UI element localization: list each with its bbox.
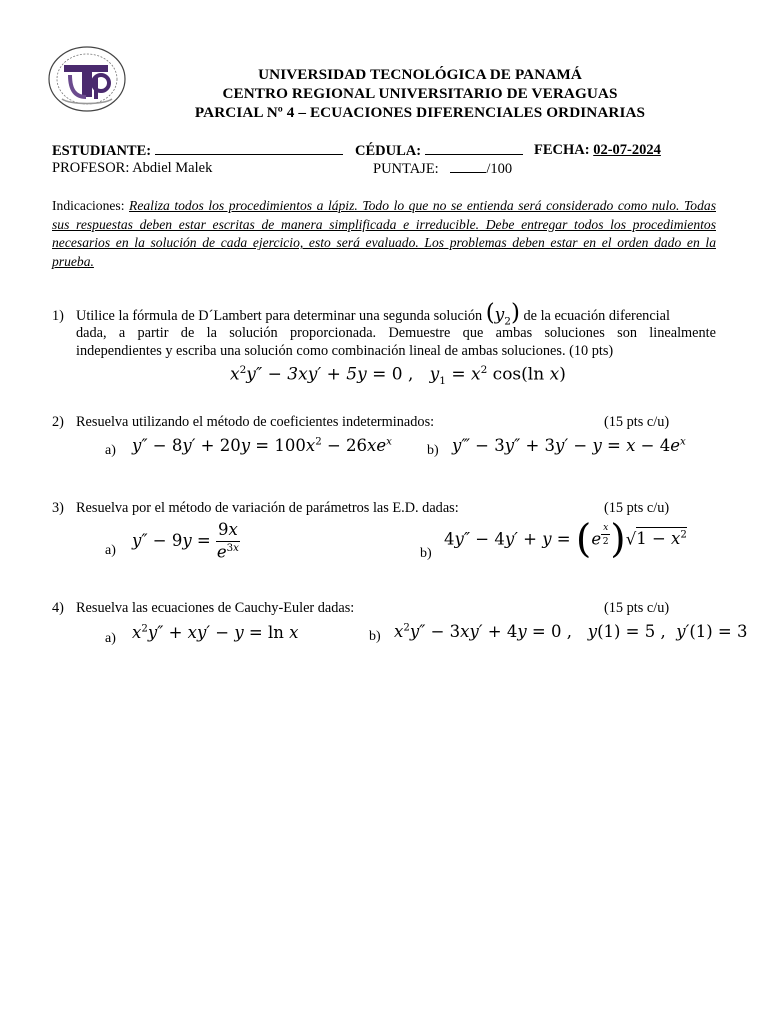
question-3 — [52, 500, 459, 517]
cedula-label: CÉDULA: — [355, 143, 422, 159]
question-3a-equation: y″ − 9y = $\frac{9x}{e^{3x}}$ — [132, 520, 239, 561]
question-4a-equation: $x^2y'' + xy' - y = \ln x$ — [132, 623, 299, 642]
question-2b-equation: y‴ − $3y'' + 3y' - y = x - 4e^x$ — [452, 436, 686, 455]
score-max: /100 — [486, 161, 513, 177]
question-2a-label: a) — [105, 443, 116, 458]
question-4b-equation: $x^2y'' - 3xy' + 4y = 0$ , y(1) = 5 , y′(1) = 3 — [394, 622, 748, 641]
instructions — [52, 197, 716, 271]
instructions-text: Realiza todos los procedimientos a lápiz. Todo lo que no se entienda será considerado como nulo. Todas sus respuestas deben estar escritas de manera simplificada e irreducible. Debe entregar todos los procedimientos necesarios en la solución de cada ejercicio, esto será evaluado. Los problemas deben estar en el orden dado en la prueba. — [52, 198, 716, 269]
cedula-row — [355, 142, 523, 160]
date-label: FECHA: — [534, 142, 590, 158]
score-blank[interactable] — [450, 160, 486, 173]
professor-row — [52, 160, 212, 177]
question-1-line-3: independientes y escriba una solución como combinación lineal de ambas soluciones. (10 pts) — [76, 343, 614, 359]
question-3b-equation: 4y″ − 4y′ + y = (e $^{\frac{x}{2}}$ )$√1 - x^2$ — [444, 516, 687, 562]
question-2-points: (15 pts c/u) — [604, 414, 670, 430]
score-row — [373, 160, 512, 178]
score-label: PUNTAJE: — [373, 161, 439, 177]
student-blank[interactable] — [155, 142, 343, 155]
cedula-blank[interactable] — [425, 142, 523, 155]
exam-title: PARCIAL Nº 4 – ECUACIONES DIFERENCIALES ORDINARIAS — [194, 104, 646, 121]
question-1-line-1 — [52, 300, 670, 327]
y2-symbol: $(y_2)$ — [485, 300, 520, 328]
question-3-points: (15 pts c/u) — [604, 500, 670, 516]
question-2 — [52, 414, 434, 431]
question-4-points: (15 pts c/u) — [604, 600, 670, 616]
question-3b-label: b) — [420, 546, 432, 561]
question-4a-label: a) — [105, 631, 116, 646]
question-3-number: 3) — [52, 500, 64, 516]
question-2-text: Resuelva utilizando el método de coeficientes indeterminados: — [76, 414, 435, 430]
question-2b-label: b) — [427, 443, 439, 458]
instructions-label: Indicaciones: — [52, 198, 125, 213]
university-name: UNIVERSIDAD TECNOLÓGICA DE PANAMÁ — [258, 66, 582, 83]
professor-name: Abdiel Malek — [132, 160, 213, 176]
date-row — [534, 142, 661, 159]
professor-label: PROFESOR: — [52, 160, 130, 176]
question-1-text-a: Utilice la fórmula de D´Lambert para determinar una segunda solución — [76, 308, 483, 324]
question-4b-label: b) — [369, 629, 381, 644]
date-value: 02-07-2024 — [593, 142, 661, 158]
university-logo — [46, 45, 128, 113]
question-4-number: 4) — [52, 600, 64, 616]
question-2-number: 2) — [52, 414, 64, 430]
question-4-text: Resuelva las ecuaciones de Cauchy-Euler dadas: — [76, 600, 355, 616]
question-4 — [52, 600, 354, 617]
regional-center: CENTRO REGIONAL UNIVERSITARIO DE VERAGUAS — [222, 85, 618, 102]
question-3a-label: a) — [105, 543, 116, 558]
student-row — [52, 142, 343, 160]
question-1-number: 1) — [52, 308, 64, 324]
question-1-equation: $x^2y'' - 3xy' + 5y = 0$ , $y_1 = x^2$ cos(ln x) — [230, 364, 566, 388]
question-3-text: Resuelva por el método de variación de parámetros las E.D. dadas: — [76, 500, 459, 516]
student-label: ESTUDIANTE: — [52, 143, 152, 159]
question-1-text-b: de la ecuación diferencial — [523, 308, 670, 324]
question-1-line-2: dada, a partir de la solución proporcionada. Demuestre que ambas soluciones son linealmente — [76, 325, 716, 341]
question-2a-equation: $y'' - 8y' + 20y = 100x^2 - 26xe^x$ — [132, 436, 392, 455]
